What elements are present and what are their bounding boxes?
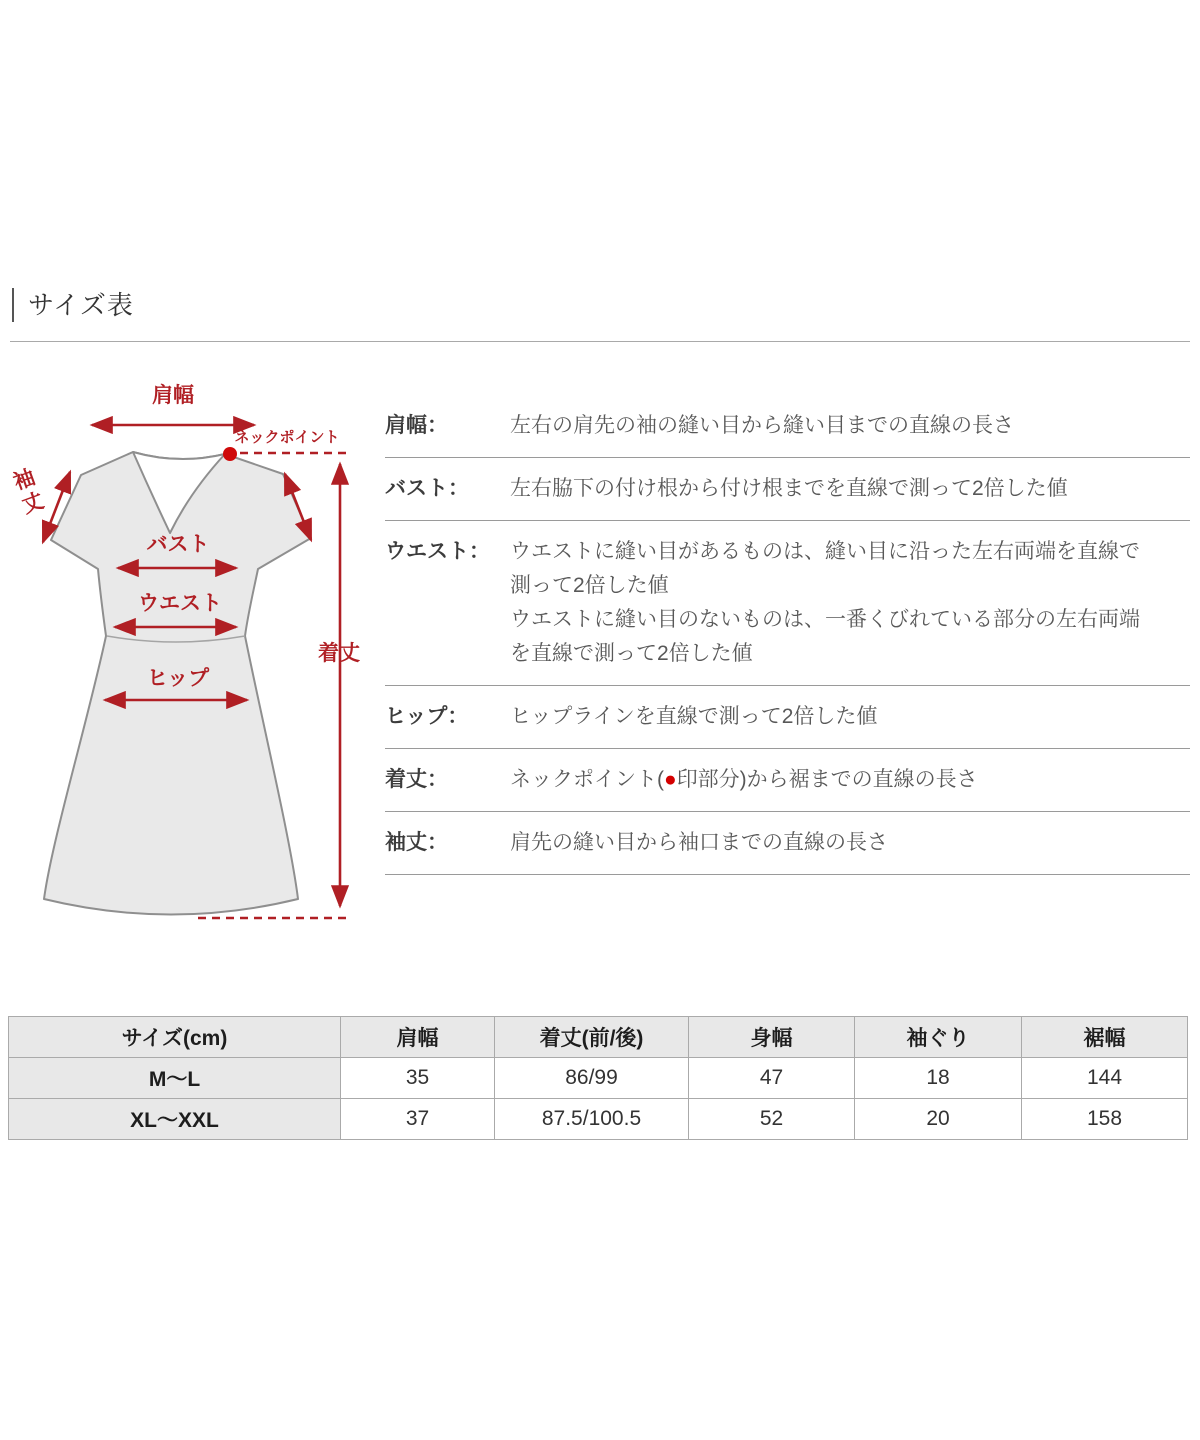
size-table-header-row (9, 1017, 1188, 1058)
definition-desc: 肩先の縫い目から袖口までの直線の長さ (510, 831, 888, 854)
definition-row-shoulder (385, 395, 1190, 458)
value-cell: 144 (1022, 1058, 1188, 1099)
definition-term: バスト： (385, 477, 469, 500)
value-cell: 47 (689, 1058, 855, 1099)
size-cell: M〜L (9, 1058, 341, 1099)
definition-desc-line: を直線で測って2倍した値 (510, 642, 753, 665)
definition-term: 袖丈： (385, 831, 448, 854)
size-diagram (0, 380, 370, 930)
definition-desc-line: ウエストに縫い目があるものは、縫い目に沿った左右両端を直線で (510, 540, 1140, 563)
size-table-row (9, 1099, 1188, 1140)
label-sleeve-length: 袖丈 (8, 465, 47, 521)
col-header-shoulder: 肩幅 (341, 1017, 495, 1058)
label-garment-length: 着丈 (318, 642, 360, 665)
definition-row-sleeve (385, 812, 1190, 875)
value-cell: 52 (689, 1099, 855, 1140)
definition-desc-line: 測って2倍した値 (510, 574, 669, 597)
definition-desc: 左右の肩先の袖の縫い目から縫い目までの直線の長さ (510, 414, 1014, 437)
definition-term: ヒップ： (385, 705, 469, 728)
value-cell: 20 (855, 1099, 1022, 1140)
definition-desc-text: 印部分)から裾までの直線の長さ (676, 768, 978, 791)
definition-row-waist (385, 521, 1190, 686)
definition-term: 肩幅： (385, 414, 448, 437)
definition-row-length (385, 749, 1190, 812)
value-cell: 37 (341, 1099, 495, 1140)
definition-desc-line: ウエストに縫い目のないものは、一番くびれている部分の左右両端 (510, 608, 1140, 631)
label-hip: ヒップ (146, 667, 210, 690)
definition-row-hip (385, 686, 1190, 749)
col-header-length: 着丈(前/後) (495, 1017, 689, 1058)
definition-desc: 左右脇下の付け根から付け根までを直線で測って2倍した値 (510, 477, 1068, 500)
size-cell: XL〜XXL (9, 1099, 341, 1140)
value-cell: 35 (341, 1058, 495, 1099)
label-neck-point: ネックポイント (234, 429, 340, 446)
definition-desc (510, 535, 1190, 671)
col-header-hem-width: 裾幅 (1022, 1017, 1188, 1058)
definition-desc-text: ネックポイント( (510, 768, 664, 791)
value-cell: 87.5/100.5 (495, 1099, 689, 1140)
red-dot-mark: ● (664, 768, 677, 791)
definition-desc: ヒップラインを直線で測って2倍した値 (510, 705, 878, 728)
label-shoulder-width: 肩幅 (152, 384, 194, 407)
size-table (8, 1016, 1188, 1140)
col-header-size: サイズ(cm) (9, 1017, 341, 1058)
label-bust: バスト (146, 533, 210, 556)
definition-row-bust (385, 458, 1190, 521)
col-header-body-width: 身幅 (689, 1017, 855, 1058)
size-table-row (9, 1058, 1188, 1099)
definition-term: 着丈： (385, 768, 448, 791)
neck-point-dot (223, 447, 237, 461)
measurement-definitions (385, 395, 1190, 875)
value-cell: 18 (855, 1058, 1022, 1099)
value-cell: 158 (1022, 1099, 1188, 1140)
definition-desc (510, 763, 1190, 797)
label-waist: ウエスト (138, 592, 222, 615)
title-divider (10, 341, 1190, 342)
value-cell: 86/99 (495, 1058, 689, 1099)
col-header-armhole: 袖ぐり (855, 1017, 1022, 1058)
definition-term: ウエスト： (385, 540, 490, 563)
page-title: サイズ表 (12, 288, 134, 322)
